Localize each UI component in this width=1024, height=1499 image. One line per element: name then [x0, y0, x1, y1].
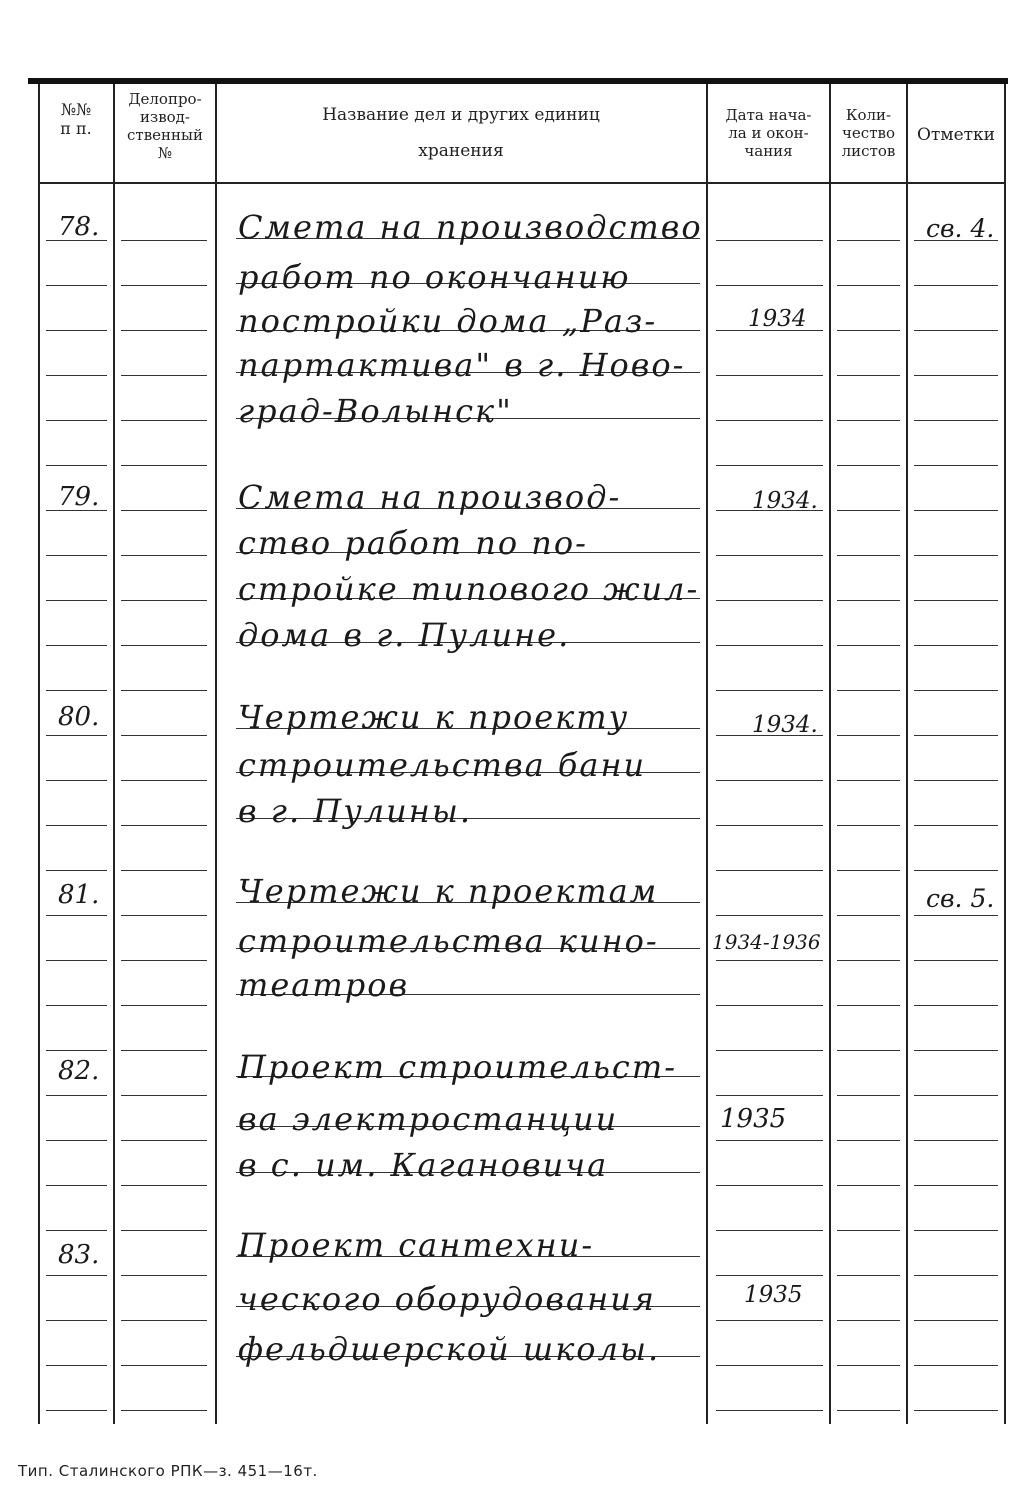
ruled-line: [121, 690, 207, 691]
entry-line: фельдшерской школы.: [238, 1330, 661, 1368]
ruled-line: [46, 1365, 107, 1366]
date-value: 1935: [720, 1104, 787, 1134]
ruled-line: [837, 420, 900, 421]
ruled-line: [914, 1140, 998, 1141]
entry-line: ва электростанции: [238, 1100, 619, 1138]
entry-line: Смета на производство: [238, 208, 703, 246]
entry-line: Проект строительст-: [238, 1048, 677, 1086]
ruled-line: [837, 465, 900, 466]
entry-line: работ по окончанию: [238, 258, 631, 296]
ruled-line: [46, 285, 107, 286]
ruled-line: [914, 510, 998, 511]
ruled-line: [914, 555, 998, 556]
ruled-line: [121, 1230, 207, 1231]
ruled-line: [46, 825, 107, 826]
ruled-line: [716, 1365, 823, 1366]
ruled-line: [914, 690, 998, 691]
ruled-line: [914, 1275, 998, 1276]
ruled-line: [914, 960, 998, 961]
ruled-line: [121, 420, 207, 421]
ruled-line: [914, 735, 998, 736]
ruled-line: [837, 915, 900, 916]
col-divider: [113, 84, 115, 1424]
ruled-line: [121, 330, 207, 331]
ruled-line: [716, 1185, 823, 1186]
ruled-line: [914, 1320, 998, 1321]
ruled-line: [914, 1185, 998, 1186]
date-value: 1934.: [752, 488, 818, 514]
row-number: 83.: [58, 1240, 100, 1270]
ruled-line: [837, 870, 900, 871]
ruled-line: [716, 375, 823, 376]
ruled-line: [837, 690, 900, 691]
ruled-line: [121, 870, 207, 871]
ruled-line: [837, 1365, 900, 1366]
ruled-line: [914, 1410, 998, 1411]
ruled-line: [837, 735, 900, 736]
ruled-line: [914, 465, 998, 466]
ruled-line: [837, 1050, 900, 1051]
ruled-line: [837, 375, 900, 376]
ruled-line: [837, 645, 900, 646]
entry-line: Чертежи к проектам: [238, 872, 659, 910]
col-divider: [906, 84, 908, 1424]
ruled-line: [121, 645, 207, 646]
date-value: 1935: [744, 1282, 803, 1308]
ruled-line: [716, 1320, 823, 1321]
entry-line: Смета на производ-: [238, 478, 622, 516]
ruled-line: [716, 1095, 823, 1096]
ruled-line: [121, 1365, 207, 1366]
ruled-line: [121, 375, 207, 376]
ruled-line: [46, 1005, 107, 1006]
ruled-line: [837, 1140, 900, 1141]
ruled-line: [914, 780, 998, 781]
ruled-line: [716, 1410, 823, 1411]
ruled-line: [46, 1320, 107, 1321]
ruled-line: [914, 825, 998, 826]
ruled-line: [121, 1320, 207, 1321]
ruled-line: [121, 1050, 207, 1051]
header-title-1: Название дел и других единиц: [322, 105, 600, 125]
ruled-line: [121, 285, 207, 286]
ruled-line: [914, 870, 998, 871]
ruled-line: [914, 1365, 998, 1366]
header-office-num: Делопро- извод- ственный №: [127, 90, 203, 162]
ruled-line: [121, 1275, 207, 1276]
col-divider: [829, 84, 831, 1424]
entry-line: строительства кино-: [238, 922, 659, 960]
ruled-line: [46, 915, 107, 916]
ruled-line: [914, 285, 998, 286]
ruled-line: [121, 960, 207, 961]
ruled-line: [837, 1275, 900, 1276]
ruled-line: [716, 285, 823, 286]
ruled-line: [716, 555, 823, 556]
ruled-line: [46, 1095, 107, 1096]
ruled-line: [46, 1050, 107, 1051]
ruled-line: [914, 1230, 998, 1231]
ruled-line: [716, 915, 823, 916]
entry-line: Проект сантехни-: [238, 1226, 595, 1264]
entry-line: дома в г. Пулине.: [238, 616, 571, 654]
header-num: №№ п п.: [60, 100, 92, 138]
ruled-line: [46, 960, 107, 961]
date-value: 1934: [748, 306, 807, 332]
header-bottom-border: [38, 182, 1006, 184]
row-number: 78.: [58, 212, 100, 242]
row-number: 81.: [58, 880, 100, 910]
ruled-line: [46, 780, 107, 781]
entry-line: стройке типового жил-: [238, 570, 700, 608]
ruled-line: [837, 1095, 900, 1096]
ruled-line: [46, 1185, 107, 1186]
ruled-line: [716, 1275, 823, 1276]
date-value: 1934-1936: [712, 930, 821, 954]
print-footer: Тип. Сталинского РПК—з. 451—16т.: [18, 1462, 318, 1480]
ruled-line: [121, 1095, 207, 1096]
ruled-line: [716, 690, 823, 691]
ruled-line: [914, 1050, 998, 1051]
ruled-line: [914, 420, 998, 421]
ruled-line: [716, 600, 823, 601]
entry-line: строительства бани: [238, 746, 647, 784]
ruled-line: [46, 1275, 107, 1276]
entry-line: Чертежи к проекту: [238, 698, 630, 736]
entry-line: ство работ по по-: [238, 524, 588, 562]
ruled-line: [121, 780, 207, 781]
entry-line: постройки дома „Раз-: [238, 302, 658, 340]
ruled-line: [716, 1005, 823, 1006]
ruled-line: [837, 510, 900, 511]
ruled-line: [46, 465, 107, 466]
ruled-line: [46, 690, 107, 691]
ruled-line: [914, 330, 998, 331]
col-divider: [215, 84, 217, 1424]
entry-line: в с. им. Кагановича: [238, 1146, 609, 1184]
ruled-line: [716, 645, 823, 646]
ruled-line: [716, 1140, 823, 1141]
ruled-line: [716, 240, 823, 241]
ruled-line: [46, 735, 107, 736]
ruled-line: [121, 825, 207, 826]
entry-line: ческого оборудования: [238, 1280, 656, 1318]
row-number: 79.: [58, 482, 100, 512]
table-top-border: [28, 78, 1008, 84]
ruled-line: [121, 555, 207, 556]
ruled-line: [46, 1140, 107, 1141]
col-divider: [1004, 84, 1006, 1424]
ruled-line: [837, 960, 900, 961]
ruled-line: [837, 330, 900, 331]
ruled-line: [837, 1410, 900, 1411]
entry-line: град-Волынск": [238, 392, 513, 430]
ruled-line: [914, 915, 998, 916]
ruled-line: [121, 1005, 207, 1006]
entry-line: театров: [238, 966, 410, 1004]
ruled-line: [914, 600, 998, 601]
ruled-line: [914, 375, 998, 376]
ruled-line: [121, 915, 207, 916]
ruled-line: [46, 375, 107, 376]
notes-value: св. 4.: [926, 214, 995, 243]
ruled-line: [46, 1410, 107, 1411]
ruled-line: [837, 1185, 900, 1186]
ruled-line: [837, 825, 900, 826]
ruled-line: [46, 330, 107, 331]
ruled-line: [914, 1095, 998, 1096]
ruled-line: [121, 240, 207, 241]
date-value: 1934.: [752, 712, 818, 738]
row-number: 82.: [58, 1056, 100, 1086]
ruled-line: [837, 1005, 900, 1006]
ruled-line: [837, 555, 900, 556]
col-divider: [38, 84, 40, 1424]
entry-line: партактива" в г. Ново-: [238, 346, 686, 384]
ruled-line: [837, 240, 900, 241]
ruled-line: [121, 1185, 207, 1186]
ruled-line: [46, 1230, 107, 1231]
col-divider: [706, 84, 708, 1424]
ruled-line: [716, 1050, 823, 1051]
notes-value: св. 5.: [926, 884, 995, 913]
ruled-line: [46, 600, 107, 601]
header-date: Дата нача- ла и окон- чания: [725, 106, 812, 160]
ruled-line: [716, 465, 823, 466]
ruled-line: [837, 600, 900, 601]
ruled-line: [914, 1005, 998, 1006]
ruled-line: [716, 870, 823, 871]
ruled-line: [837, 780, 900, 781]
ruled-line: [716, 420, 823, 421]
ruled-line: [716, 780, 823, 781]
ruled-line: [914, 645, 998, 646]
ruled-line: [121, 600, 207, 601]
header-notes: Отметки: [917, 125, 995, 145]
ruled-line: [46, 420, 107, 421]
ruled-line: [121, 510, 207, 511]
ruled-line: [716, 825, 823, 826]
ruled-line: [837, 1320, 900, 1321]
ruled-line: [121, 735, 207, 736]
ruled-line: [121, 465, 207, 466]
header-title-2: хранения: [418, 141, 504, 161]
entry-line: в г. Пулины.: [238, 792, 473, 830]
ruled-line: [837, 285, 900, 286]
ruled-line: [716, 960, 823, 961]
row-number: 80.: [58, 702, 100, 732]
ruled-line: [837, 1230, 900, 1231]
ruled-line: [46, 870, 107, 871]
ruled-line: [121, 1140, 207, 1141]
ruled-line: [716, 1230, 823, 1231]
ruled-line: [121, 1410, 207, 1411]
ruled-line: [46, 555, 107, 556]
ruled-line: [46, 645, 107, 646]
header-count: Коли- чество листов: [841, 106, 896, 160]
